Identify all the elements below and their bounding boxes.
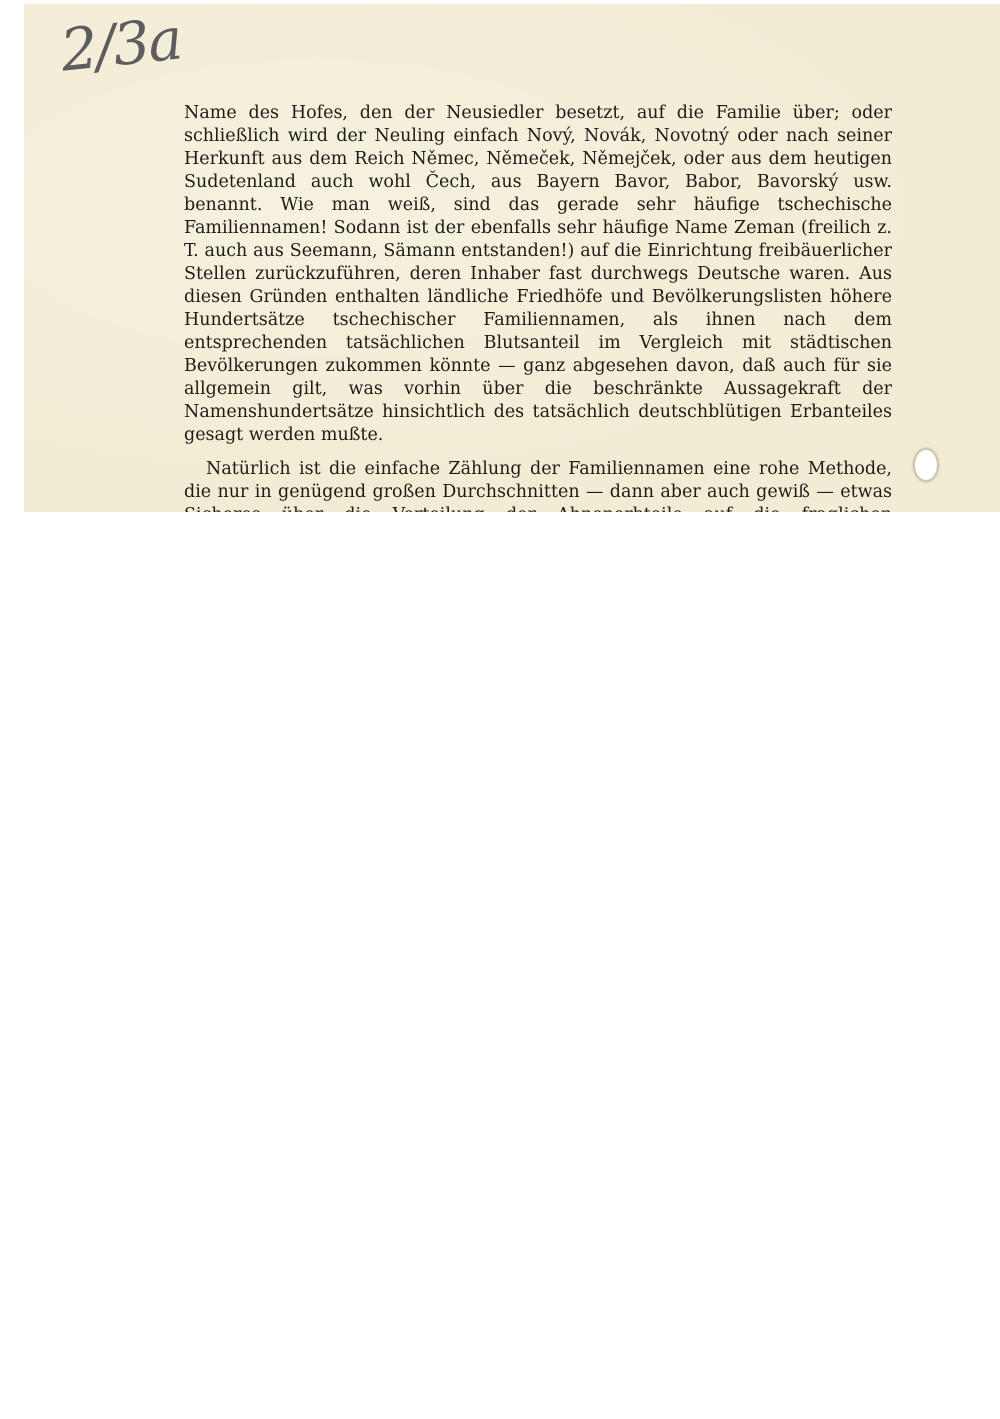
handwritten-page-number: 2/3a — [57, 4, 184, 85]
scanned-page — [0, 0, 1000, 512]
paper-sheet — [24, 4, 1000, 512]
punch-hole — [913, 448, 939, 482]
blank-area — [0, 512, 1000, 1419]
paragraph-1: Name des Hofes, den der Neusiedler besetzt, auf die Familie über; oder schließlich wird der Neuling einfach Nový, Novák, Novotný oder nach seiner Herkunft aus dem Reich Němec, Němeček, Němejček, oder aus dem heutigen Sudetenland auch wohl Čech, aus Bayern Bavor, Babor, Bavorský usw. benannt. Wie man weiß, sind das gerade sehr häufige tschechische Familiennamen! Sodann ist der ebenfalls sehr häufige Name Zeman (freilich z. T. auch aus Seemann, Sämann entstanden!) auf die Einrichtung freibäuerlicher Stellen zurückzuführen, deren Inhaber fast durchwegs Deutsche waren. Aus diesen Gründen enthalten ländliche Friedhöfe und Bevölkerungslisten höhere Hundertsätze tschechischer Familiennamen, als ihnen nach dem entsprechenden tatsächlichen Blutsanteil im Vergleich mit städtischen Bevölkerungen zukommen könnte — ganz abgesehen davon, daß auch für sie allgemein gilt, was vorhin über die beschränkte Aussagekraft der Namenshundertsätze hinsichtlich des tatsächlich deutschblütigen Erbanteiles gesagt werden mußte. — [184, 103, 892, 445]
body-text — [184, 102, 892, 550]
paragraph-2: Natürlich ist die einfache Zählung der Familiennamen eine rohe Methode, die nur in genügend großen Durchschnitten — dann aber auch gewiß — etwas — [184, 459, 892, 502]
